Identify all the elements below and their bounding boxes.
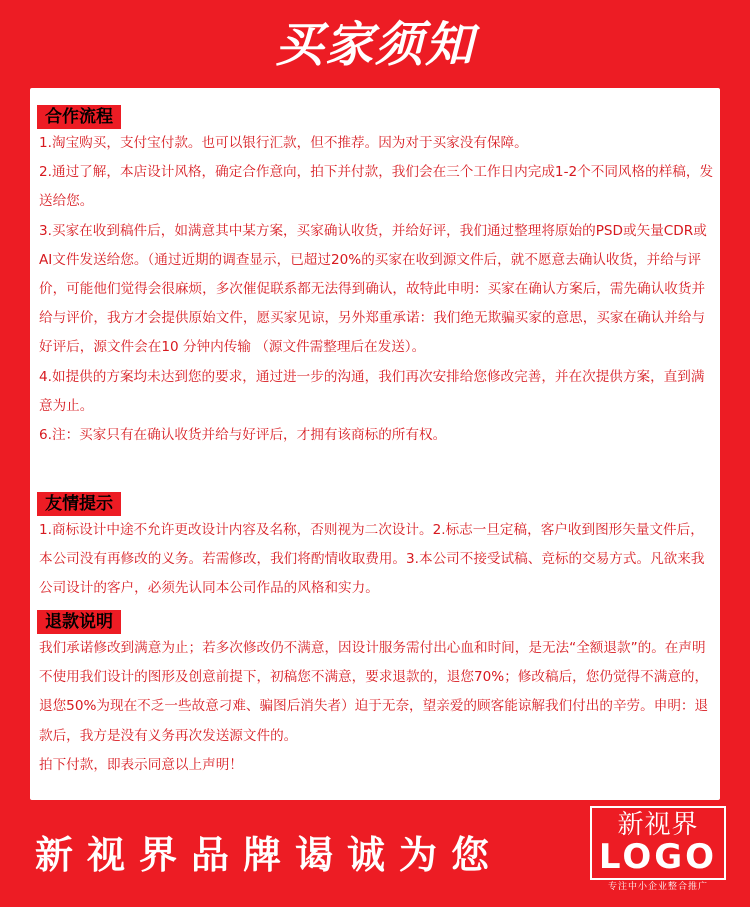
- cooperation-item-6: 6.注：买家只有在确认收货并给与好评后，才拥有该商标的所有权。: [39, 427, 447, 444]
- page-title: 买家须知: [274, 17, 475, 73]
- brand-logo: [590, 806, 726, 880]
- cooperation-item-4: 4.如提供的方案均未达到您的要求，通过进一步的沟通，我们再次安排给您修改完善，并在次提供方案，直到满意为止。: [39, 368, 705, 414]
- cooperation-item-2: 2.通过了解，本店设计风格，确定合作意向，拍下并付款，我们会在三个工作日内完成1-2个不同风格的样稿，发送给您。: [39, 164, 714, 210]
- refund-text: 我们承诺修改到满意为止；若多次修改仍不满意，因设计服务需付出心血和时间，是无法“全额退款”的。在声明不使用我们设计的图形及创意前提下，初稿您不满意，要求退款的，退您70%；修改稿后，您仍觉得不满意的，退您50%为现在不乏一些故意刁难、骗图后消失者）迫于无奈，望亲爱的顾客能谅解我们付出的辛劳。申明：退款后，我方是没有义务再次发送源文件的。: [39, 640, 709, 744]
- section-heading-cooperation: 合作流程: [37, 105, 121, 129]
- cooperation-item-1: 1.淘宝购买，支付宝付款。也可以银行汇款，但不推荐。因为对于买家没有保障。: [39, 135, 528, 151]
- tips-text: 1.商标设计中途不允许更改设计内容及名称，否则视为二次设计。2.标志一旦定稿，客户收到图形矢量文件后，本公司没有再修改的义务。若需修改，我们将酌情收取费用。3.本公司不接受试稿、竞标的交易方式。凡欲来我公司设计的客户，必须先认同本公司作品的风格和实力。: [39, 522, 705, 597]
- cooperation-item-3: 3.买家在收到稿件后，如满意其中某方案，买家确认收货，并给好评，我们通过整理将原始的PSD或矢量CDR或AI文件发送给您。（通过近期的调查显示，已超过20%的买家在收到源文件后，就不愿意去确认收货，并给与评价，可能他们觉得会很麻烦，多次催促联系都无法得到确认，故特此申明：买家在确认方案后，需先确认收货并给与评价，我方才会提供原始文件，愿买家见谅，另外郑重承诺：我们绝无欺骗买家的意思，买家在确认并给与好评后，源文件会在10 分钟内传输 （源文件需整理后在发送）。: [39, 222, 707, 356]
- logo-brand-name: 新视界: [617, 810, 699, 840]
- notice-panel: [30, 88, 720, 800]
- logo-wordmark: LOGO: [598, 837, 718, 877]
- section-heading-refund: 退款说明: [37, 610, 121, 634]
- logo-tagline: 专注中小企业整合推广: [607, 882, 708, 892]
- section-heading-tips: 友情提示: [37, 492, 121, 516]
- refund-closing: 拍下付款，即表示同意以上声明！: [39, 756, 243, 773]
- refund-section: [39, 634, 715, 780]
- cooperation-list: [39, 129, 715, 450]
- footer-slogan: 新视界品牌谒诚为您: [35, 833, 504, 877]
